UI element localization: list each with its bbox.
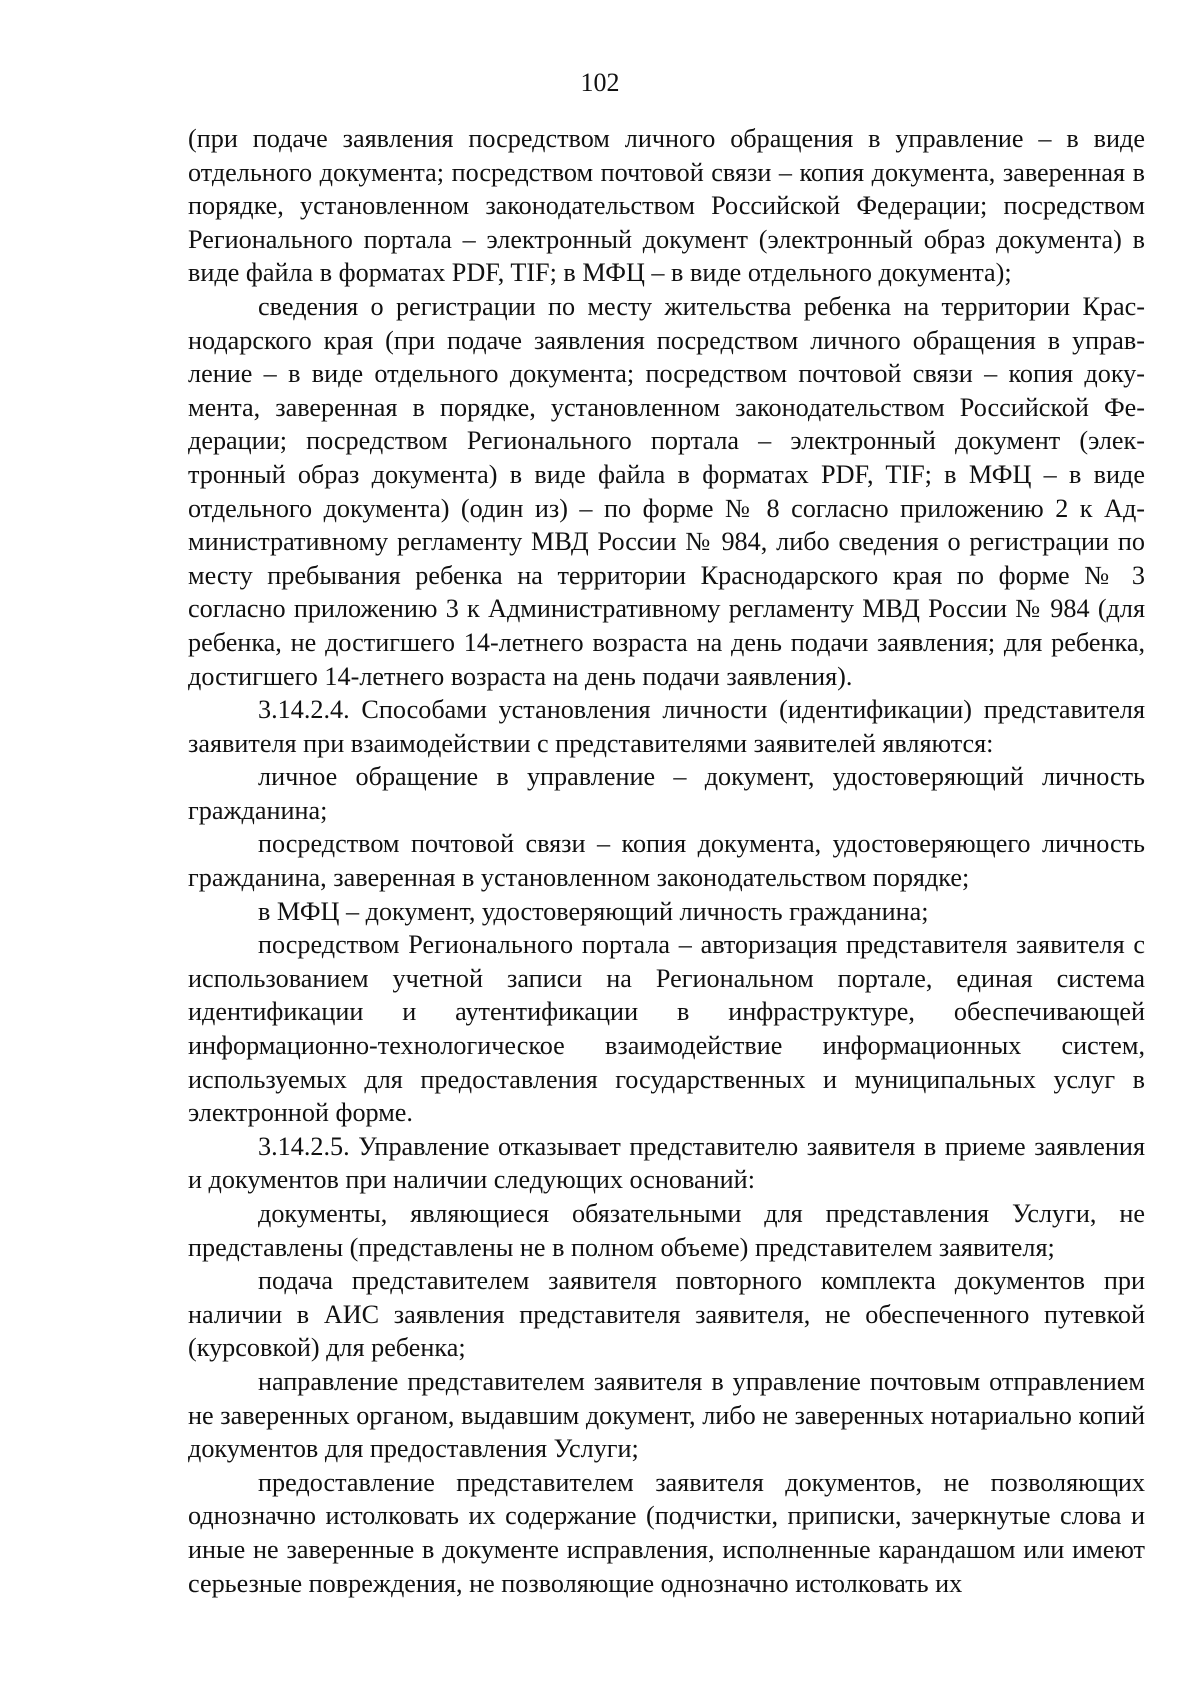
paragraph: направление представителем заявителя в управление почтовым отправлением не заверенных органом, выдавшим документ, либо не заверенных нотариально копий документов для предоставления Услуги; <box>188 1366 1145 1464</box>
paragraph: подача представителем заявителя повторного комплекта документов при наличии в АИС заявления представителя заявителя, не обеспеченного путевкой (курсовкой) для ребенка; <box>188 1266 1145 1363</box>
paragraph: документы, являющиеся обязательными для представления Услуги, не представлены (представлены не в полном объеме) представителем заявителя; <box>188 1199 1145 1262</box>
document-body <box>188 122 1145 1600</box>
paragraph: 3.14.2.4. Способами установления личности (идентификации) представителя заявителя при взаимодействии с представителями заявителей являются: <box>188 695 1145 758</box>
page-number: 102 <box>580 68 620 97</box>
paragraph: в МФЦ – документ, удостоверяющий личность гражданина; <box>258 896 929 926</box>
paragraph: предоставление представителем заявителя документов, не позволяющих однозначно истолковать их содержание (подчистки, приписки, зачеркнутые слова и иные не заверенные в документе исправления, исполненные карандашом или имеют серьезные повреждения, не позволяющие однозначно истолковать их <box>188 1467 1145 1598</box>
paragraph: посредством Регионального портала – авторизация представителя заявителя с использованием учетной записи на Региональном портале, единая система идентификации и аутентификации в инфраструктуре, обеспечивающей информационно-технологическое взаимодействие информационных систем, используемых для предоставления государственных и муниципальных услуг в электронной форме. <box>188 930 1145 1128</box>
paragraph: личное обращение в управление – документ, удостоверяющий личность гражданина; <box>188 762 1145 825</box>
paragraph: посредством почтовой связи – копия документа, удостоверяющего личность гражданина, заверенная в установленном законодательством порядке; <box>188 829 1145 893</box>
paragraph: сведения о регистрации по месту жительства ребенка на территории Краснодарского края (при подаче заявления посредством личного обращения в управление – в виде отдельного документа; посредством почтовой связи – копия документа, заверенная в порядке, установленном законодательством Российской Федерации; посредством Регионального портала – электронный документ (электронный образ документа) в виде файла в форматах PDF, TIF; в МФЦ – в виде отдельного документа) (один из) – по форме № 8 согласно приложению 2 к Административному регламенту МВД России № 984, либо сведения о регистрации по месту пребывания ребенка на территории Краснодарского края по форме № 3 согласно приложению 3 к Административному регламенту МВД России № 984 (для ребенка, не достигшего 14-летнего возраста на день подачи заявления; для ребенка, достигшего 14-летнего возраста на день подачи заявления). <box>188 291 1145 691</box>
paragraph: 3.14.2.5. Управление отказывает представителю заявителя в приеме заявления и документов при наличии следующих оснований: <box>188 1131 1145 1195</box>
paragraph: (при подаче заявления посредством личного обращения в управление – в виде отдельного документа; посредством почтовой связи – копия документа, заверенная в порядке, установленном законодательством Российской Федерации; посредством Регионального портала – электронный документ (электронный образ документа) в виде файла в форматах PDF, TIF; в МФЦ – в виде отдельного документа); <box>188 124 1145 288</box>
